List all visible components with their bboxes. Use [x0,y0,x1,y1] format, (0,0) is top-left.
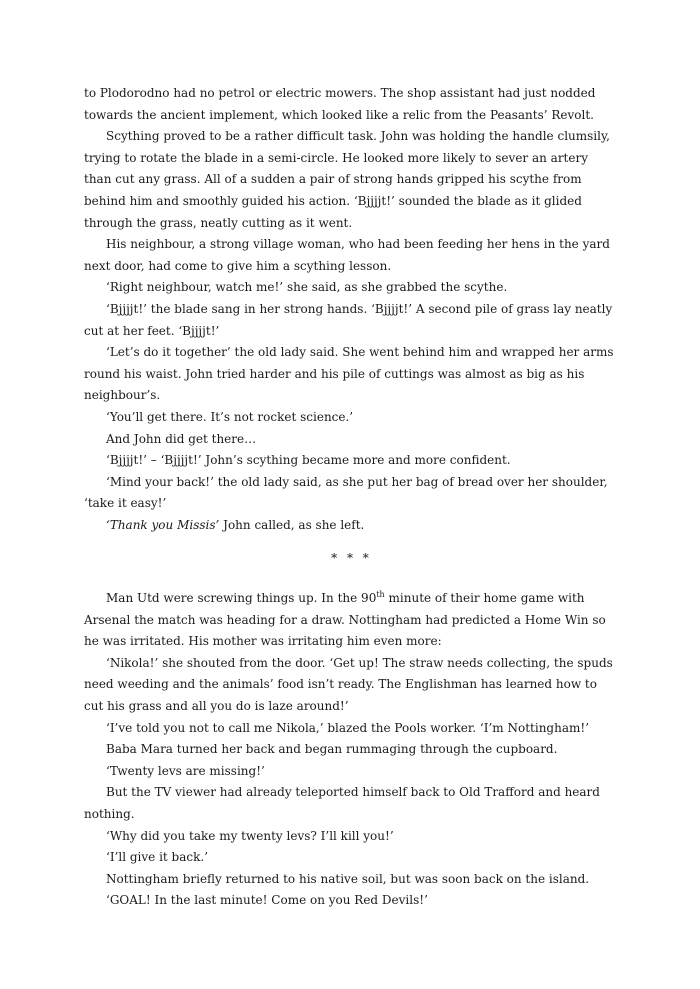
paragraph: ‘Why did you take my twenty levs? I’ll kill you!’ [106,828,394,843]
paragraph: ‘Bjjjjt!’ the blade sang in her strong hands. ‘Bjjjjt!’ A second pile of grass lay neatly cut at her feet. ‘Bjjjjt!’ [84,301,613,338]
paragraph: But the TV viewer had already teleported himself back to Old Trafford and heard nothing. [84,785,600,821]
paragraph: Nottingham briefly returned to his native soil, but was soon back on the island. [106,871,590,886]
paragraph: ‘Mind your back!’ the old lady said, as she put her bag of bread over her shoulder, ‘take it easy!’ [84,474,608,511]
paragraph: ‘Let’s do it together’ the old lady said. She went behind him and wrapped her arms round his waist. John tried harder and his pile of cuttings was almost as big as his neighbour’s. [84,345,614,403]
paragraph: And John did get there… [106,431,257,446]
document-page [84,83,619,912]
paragraph: Baba Mara turned her back and began rummaging through the cupboard. [106,742,558,757]
paragraph: Scything proved to be a rather difficult task. John was holding the handle clumsily, trying to rotate the blade in a semi-circle. He looked more likely to sever an artery than cut any grass. All of a sudden a pair of strong hands gripped his scythe from behind him and smoothly guided his action. ‘Bjjjjt!’ sounded the blade as it glided through the grass, neatly cutting as it went. [84,129,610,230]
paragraph: ‘Bjjjjt!’ – ‘Bjjjjt!’ John’s scything became more and more confident. [106,453,511,468]
text-before-superscript: Man Utd were screwing things up. In the 90 [106,591,377,606]
paragraph: His neighbour, a strong village woman, who had been feeding her hens in the yard next door, had come to give him a scything lesson. [84,237,610,273]
superscript: th [376,590,385,600]
paragraph: ‘GOAL! In the last minute! Come on you Red Devils!’ [106,893,428,908]
thanks-italic: ‘Thank you Missis’ [106,517,220,532]
paragraph [84,588,619,653]
text-after-superscript: minute of their home game with Arsenal the match was heading for a draw. Nottingham had predicted a Home Win so he was irritated. His mother was irritating him even more: [84,591,606,649]
paragraph: ‘Nikola!’ she shouted from the door. ‘Get up! The straw needs collecting, the spuds need weeding and the animals’ food isn’t ready. The Englishman has learned how to cut his grass and all you do is laze around!’ [84,655,613,714]
paragraph: ‘Right neighbour, watch me!’ she said, as she grabbed the scythe. [106,280,508,295]
paragraph: ‘I’ll give it back.’ [106,850,209,865]
paragraph: ‘I’ve told you not to call me Nikola,’ blazed the Pools worker. ‘I’m Nottingham!’ [106,720,590,735]
section-separator: * * * [331,551,372,566]
paragraph: to Plodorodno had no petrol or electric mowers. The shop assistant had just nodded towards the ancient implement, which looked like a relic from the Peasants’ Revolt. [84,86,596,122]
paragraph: ‘You’ll get there. It’s not rocket science.’ [106,409,354,424]
paragraph: ‘Twenty levs are missing!’ [106,763,265,778]
thanks-rest: John called, as she left. [219,517,365,532]
paragraph-thanks [84,515,619,537]
